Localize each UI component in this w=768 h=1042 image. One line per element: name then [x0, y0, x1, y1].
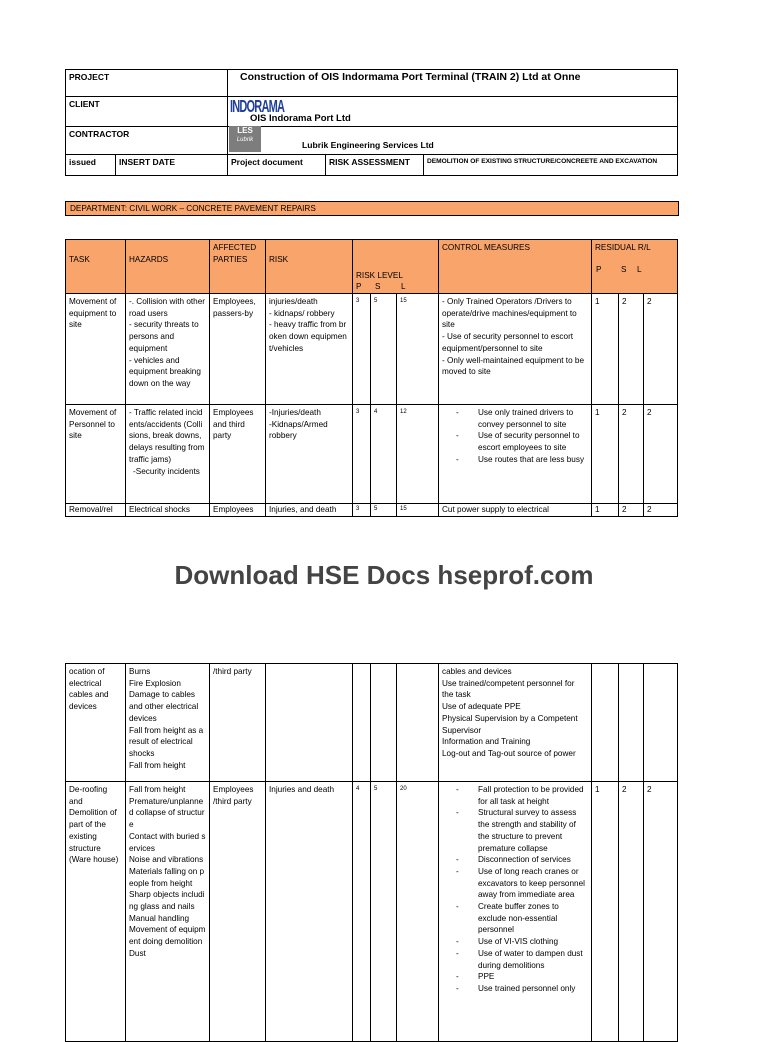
- l-cell: 20: [397, 782, 439, 1042]
- rs-cell: 2: [619, 294, 644, 405]
- risk-cell: Injuries and death: [266, 782, 353, 1042]
- list-item: - Use of security personnel to escort employees to site: [442, 430, 588, 453]
- col-rs: S: [621, 264, 627, 274]
- hazards-cell: -. Collision with other road users - security threats to persons and equipment - vehicles and equipment breaking down on the way: [126, 294, 210, 405]
- watermark-text: Download HSE Docs hseprof.com: [174, 560, 594, 590]
- p-cell: [353, 664, 371, 782]
- project-label: PROJECT: [66, 70, 228, 97]
- rs-cell: 2: [619, 405, 644, 504]
- task-cell: Movement of equipment to site: [66, 294, 126, 405]
- hazards-cell: Fall from height Premature/unplanned collapse of structure Contact with buried services Noise and vibrations Materials falling on people from height Sharp objects including glass and nails Manual handling Movement of equipment doing demolition Dust: [126, 782, 210, 1042]
- control-cell: Cut power supply to electrical: [439, 504, 592, 517]
- task-cell: Removal/rel: [66, 504, 126, 517]
- s-cell: [371, 664, 397, 782]
- task-cell: Movement of Personnel to site: [66, 405, 126, 504]
- list-item: - Disconnection of services: [442, 854, 588, 866]
- list-item: - Structural survey to assess the strength and stability of the structure to prevent premature collapse: [442, 807, 588, 854]
- client-label: CLIENT: [66, 97, 228, 127]
- indorama-logo: INDORAMA: [230, 97, 285, 117]
- hazards-cell: Electrical shocks: [126, 504, 210, 517]
- contractor-name: Lubrik Engineering Services Ltd: [302, 140, 434, 150]
- col-p: P: [356, 282, 362, 292]
- table-row: [66, 405, 678, 504]
- rl-cell: 2: [644, 504, 678, 517]
- risk-cell: [266, 664, 353, 782]
- risk-cell: Injuries, and death: [266, 504, 353, 517]
- risk-assessment-label: RISK ASSESSMENT: [326, 155, 424, 176]
- control-cell: [439, 782, 592, 1042]
- p-cell: 3: [353, 294, 371, 405]
- col-task: TASK: [66, 240, 126, 294]
- client-name: OIS Indorama Port Ltd: [250, 113, 351, 124]
- list-item: - Use of water to dampen dust during demolitions: [442, 948, 588, 971]
- risk-table-1: [65, 239, 678, 517]
- col-s: S: [375, 282, 381, 292]
- rs-cell: 2: [619, 504, 644, 517]
- task-cell: ocation of electrical cables and devices: [66, 664, 126, 782]
- p-cell: 3: [353, 405, 371, 504]
- list-item: - Fall protection to be provided for all task at height: [442, 784, 588, 807]
- s-cell: 5: [371, 504, 397, 517]
- rp-cell: 1: [592, 405, 619, 504]
- control-cell: [439, 405, 592, 504]
- p-cell: 3: [353, 504, 371, 517]
- table-row: [66, 782, 678, 1042]
- list-item: - Use only trained drivers to convey personnel to site: [442, 407, 588, 430]
- project-document-label: Project document: [228, 155, 326, 176]
- col-rl: L: [637, 264, 642, 274]
- insert-date: INSERT DATE: [116, 155, 228, 176]
- contractor-cell: [228, 127, 678, 155]
- list-item: - Use of long reach cranes or excavators to keep personnel away from immediate area: [442, 866, 588, 901]
- col-affected: AFFECTED PARTIES: [210, 240, 266, 294]
- col-l: L: [401, 282, 406, 292]
- control-cell: - Only Trained Operators /Drivers to operate/drive machines/equipment to site - Use of security personnel to escort equipment/personnel to site - Only well-maintained equipment to be moved to site: [439, 294, 592, 405]
- l-cell: 12: [397, 405, 439, 504]
- rp-cell: 1: [592, 782, 619, 1042]
- col-hazards: HAZARDS: [126, 240, 210, 294]
- lubrik-logo: LES Lubrik: [229, 126, 261, 152]
- rp-cell: 1: [592, 294, 619, 405]
- col-residual: RESIDUAL R/L P S L: [592, 240, 678, 294]
- affected-cell: Employees and third party: [210, 405, 266, 504]
- rs-cell: [619, 664, 644, 782]
- list-item: - Create buffer zones to exclude non-essential personnel: [442, 901, 588, 936]
- table-row: [66, 504, 678, 517]
- rp-cell: [592, 664, 619, 782]
- table-row: [66, 294, 678, 405]
- l-cell: 15: [397, 294, 439, 405]
- rp-cell: 1: [592, 504, 619, 517]
- p-cell: 4: [353, 782, 371, 1042]
- col-risk-level: RISK LEVEL P S L: [353, 240, 439, 294]
- affected-cell: /third party: [210, 664, 266, 782]
- list-item: - Use trained personnel only: [442, 983, 588, 995]
- hazards-cell: Burns Fire Explosion Damage to cables and other electrical devices Fall from height as a result of electrical shocks Fall from height: [126, 664, 210, 782]
- s-cell: 5: [371, 294, 397, 405]
- issued-label: issued: [66, 155, 116, 176]
- s-cell: 4: [371, 405, 397, 504]
- client-cell: [228, 97, 678, 127]
- l-cell: [397, 664, 439, 782]
- document-header-table: [65, 69, 678, 176]
- l-cell: 15: [397, 504, 439, 517]
- contractor-label: CONTRACTOR: [66, 127, 228, 155]
- project-title: Construction of OIS Indormama Port Terminal (TRAIN 2) Ltd at Onne: [228, 70, 678, 97]
- hazards-cell: - Traffic related incidents/accidents (Collisions, break downs, delays resulting from traffic jams) -Security incidents: [126, 405, 210, 504]
- rl-cell: 2: [644, 405, 678, 504]
- affected-cell: Employees: [210, 504, 266, 517]
- rl-cell: [644, 664, 678, 782]
- list-item: - Use of VI-VIS clothing: [442, 936, 588, 948]
- col-rp: P: [596, 264, 602, 274]
- col-control: CONTROL MEASURES: [439, 240, 592, 294]
- affected-cell: Employees /third party: [210, 782, 266, 1042]
- risk-table-2: [65, 663, 678, 1042]
- risk-cell: -Injuries/death -Kidnaps/Armed robbery: [266, 405, 353, 504]
- risk-cell: injuries/death - kidnaps/ robbery - heavy traffic from broken down equipment/vehicles: [266, 294, 353, 405]
- table-header-row: [66, 240, 678, 294]
- s-cell: 5: [371, 782, 397, 1042]
- affected-cell: Employees, passers-by: [210, 294, 266, 405]
- list-item: - Use routes that are less busy: [442, 454, 588, 466]
- control-cell: cables and devices Use trained/competent personnel for the task Use of adequate PPE Physical Supervision by a Competent Supervisor Information and Training Log-out and Tag-out source of power: [439, 664, 592, 782]
- task-cell: De-roofing and Demolition of part of the existing structure (Ware house): [66, 782, 126, 1042]
- list-item: - PPE: [442, 971, 588, 983]
- rl-cell: 2: [644, 782, 678, 1042]
- rl-cell: 2: [644, 294, 678, 405]
- table-row: [66, 664, 678, 782]
- col-risk: RISK: [266, 240, 353, 294]
- department-bar: [65, 201, 679, 216]
- department-title: DEPARTMENT: CIVIL WORK – CONCRETE PAVEMENT REPAIRS: [70, 204, 316, 213]
- rs-cell: 2: [619, 782, 644, 1042]
- activity-title: DEMOLITION OF EXISTING STRUCTURE/CONCREETE AND EXCAVATION: [424, 155, 678, 176]
